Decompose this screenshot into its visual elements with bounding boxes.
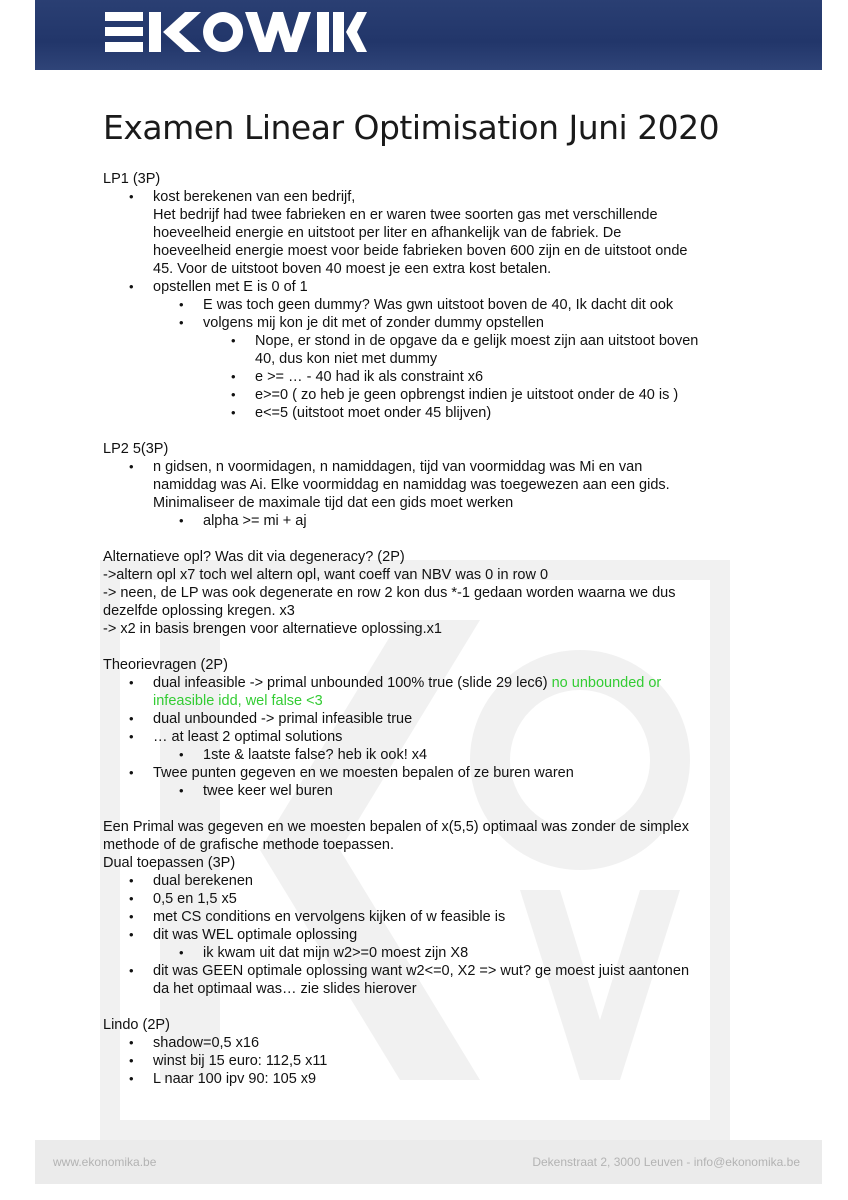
lp2-bullet-1-line-3: Minimaliseer de maximale tijd dat een gids moet werken [153,495,514,511]
lp1-bullet-1-line-4: hoeveelheid energie moest voor beide fabrieken boven 600 zijn en de uitstoot onde [153,243,688,259]
theory-sub-bullet-4: • twee keer wel buren [103,782,743,800]
lp1-heading: LP1 (3P) [103,171,161,187]
lp1-bullet-1-line-1: • kost berekenen van een bedrijf, [103,188,743,206]
lp1-subsub-4: • e<=5 (uitstoot moet onder 45 blijven) [103,404,743,422]
alt-line-5: -> x2 in basis brengen voor alternatieve oplossing.x1 [103,621,442,637]
theory-green-note-2: infeasible idd, wel false <3 [153,693,323,709]
lp1-sub-bullet-2: • volgens mij kon je dit met of zonder dummy opstellen [103,314,743,332]
page-title: Examen Linear Optimisation Juni 2020 [103,108,720,147]
dual-bullet-5-line-1: • dit was GEEN optimale oplossing want w2<=0, X2 => wut? ge moest juist aantonen [103,962,743,980]
dual-heading: Dual toepassen (3P) [103,855,236,871]
lp2-heading: LP2 5(3P) [103,441,169,457]
dual-bullet-1: • dual berekenen [103,872,743,890]
lp1-sub-bullet-1: • E was toch geen dummy? Was gwn uitstoot boven de 40, Ik dacht dit ook [103,296,743,314]
lp1-subsub-3: • e>=0 ( zo heb je geen opbrengst indien je uitstoot onder de 40 is ) [103,386,743,404]
header-banner [35,0,822,70]
lp1-subsub-1-line-2: 40, dus kon niet met dummy [255,351,438,367]
footer-bar [35,1140,822,1184]
theory-bullet-3: • … at least 2 optimal solutions [103,728,743,746]
theory-bullet-2: • dual unbounded -> primal infeasible true [103,710,743,728]
dual-bullet-2: • 0,5 en 1,5 x5 [103,890,743,908]
footer-address: Dekenstraat 2, 3000 Leuven - info@ekonomika.be [532,1155,800,1169]
dual-bullet-5-line-2: da het optimaal was… zie slides hierover [153,981,417,997]
theory-heading: Theorievragen (2P) [103,657,228,673]
alt-line-4: dezelfde oplossing kregen. x3 [103,603,295,619]
lindo-bullet-1: • shadow=0,5 x16 [103,1034,743,1052]
lindo-bullet-3: • L naar 100 ipv 90: 105 x9 [103,1070,743,1088]
ekonomika-logo [105,12,367,52]
lp1-bullet-2: • opstellen met E is 0 of 1 [103,278,743,296]
document-body [103,170,743,1088]
theory-green-note: no unbounded or [551,675,662,691]
lp2-bullet-1-line-2: namiddag was Ai. Elke voormiddag en namiddag was toegewezen aan een gids. [153,477,670,493]
dual-bullet-3: • met CS conditions en vervolgens kijken of w feasible is [103,908,743,926]
alt-line-2: ->altern opl x7 toch wel altern opl, want coeff van NBV was 0 in row 0 [103,567,549,583]
dual-intro-line-1: Een Primal was gegeven en we moesten bepalen of x(5,5) optimaal was zonder de simplex [103,819,689,835]
lindo-bullet-2: • winst bij 15 euro: 112,5 x11 [103,1052,743,1070]
alt-line-3: -> neen, de LP was ook degenerate en row 2 kon dus *-1 gedaan worden waarna we dus [103,585,676,601]
theory-bullet-4: • Twee punten gegeven en we moesten bepalen of ze buren waren [103,764,743,782]
theory-bullet-1 [103,674,743,692]
dual-intro-line-2: methode of de grafische methode toepassen. [103,837,394,853]
dual-sub-bullet-4: • ik kwam uit dat mijn w2>=0 moest zijn X8 [103,944,743,962]
lp1-bullet-1-line-2: Het bedrijf had twee fabrieken en er waren twee soorten gas met verschillende [153,207,658,223]
theory-bullet-1-text: dual infeasible -> primal unbounded 100% true (slide 29 lec6) [153,675,548,691]
lindo-heading: Lindo (2P) [103,1017,170,1033]
lp2-bullet-1-line-1: • n gidsen, n voormidagen, n namiddagen, tijd van voormiddag was Mi en van [103,458,743,476]
lp1-subsub-2: • e >= … - 40 had ik als constraint x6 [103,368,743,386]
lp2-sub-bullet-1: • alpha >= mi + aj [103,512,743,530]
alt-line-1: Alternatieve opl? Was dit via degeneracy? (2P) [103,549,405,565]
footer-website-link[interactable]: www.ekonomika.be [53,1155,157,1169]
lp1-bullet-1-line-5: 45. Voor de uitstoot boven 40 moest je een extra kost betalen. [153,261,552,277]
lp1-bullet-1-line-3: hoeveelheid energie en uitstoot per liter en afhankelijk van de fabriek. De [153,225,622,241]
theory-sub-bullet-3: • 1ste & laatste false? heb ik ook! x4 [103,746,743,764]
dual-bullet-4: • dit was WEL optimale oplossing [103,926,743,944]
lp1-subsub-1-line-1: • Nope, er stond in de opgave da e gelijk moest zijn aan uitstoot boven [103,332,743,350]
